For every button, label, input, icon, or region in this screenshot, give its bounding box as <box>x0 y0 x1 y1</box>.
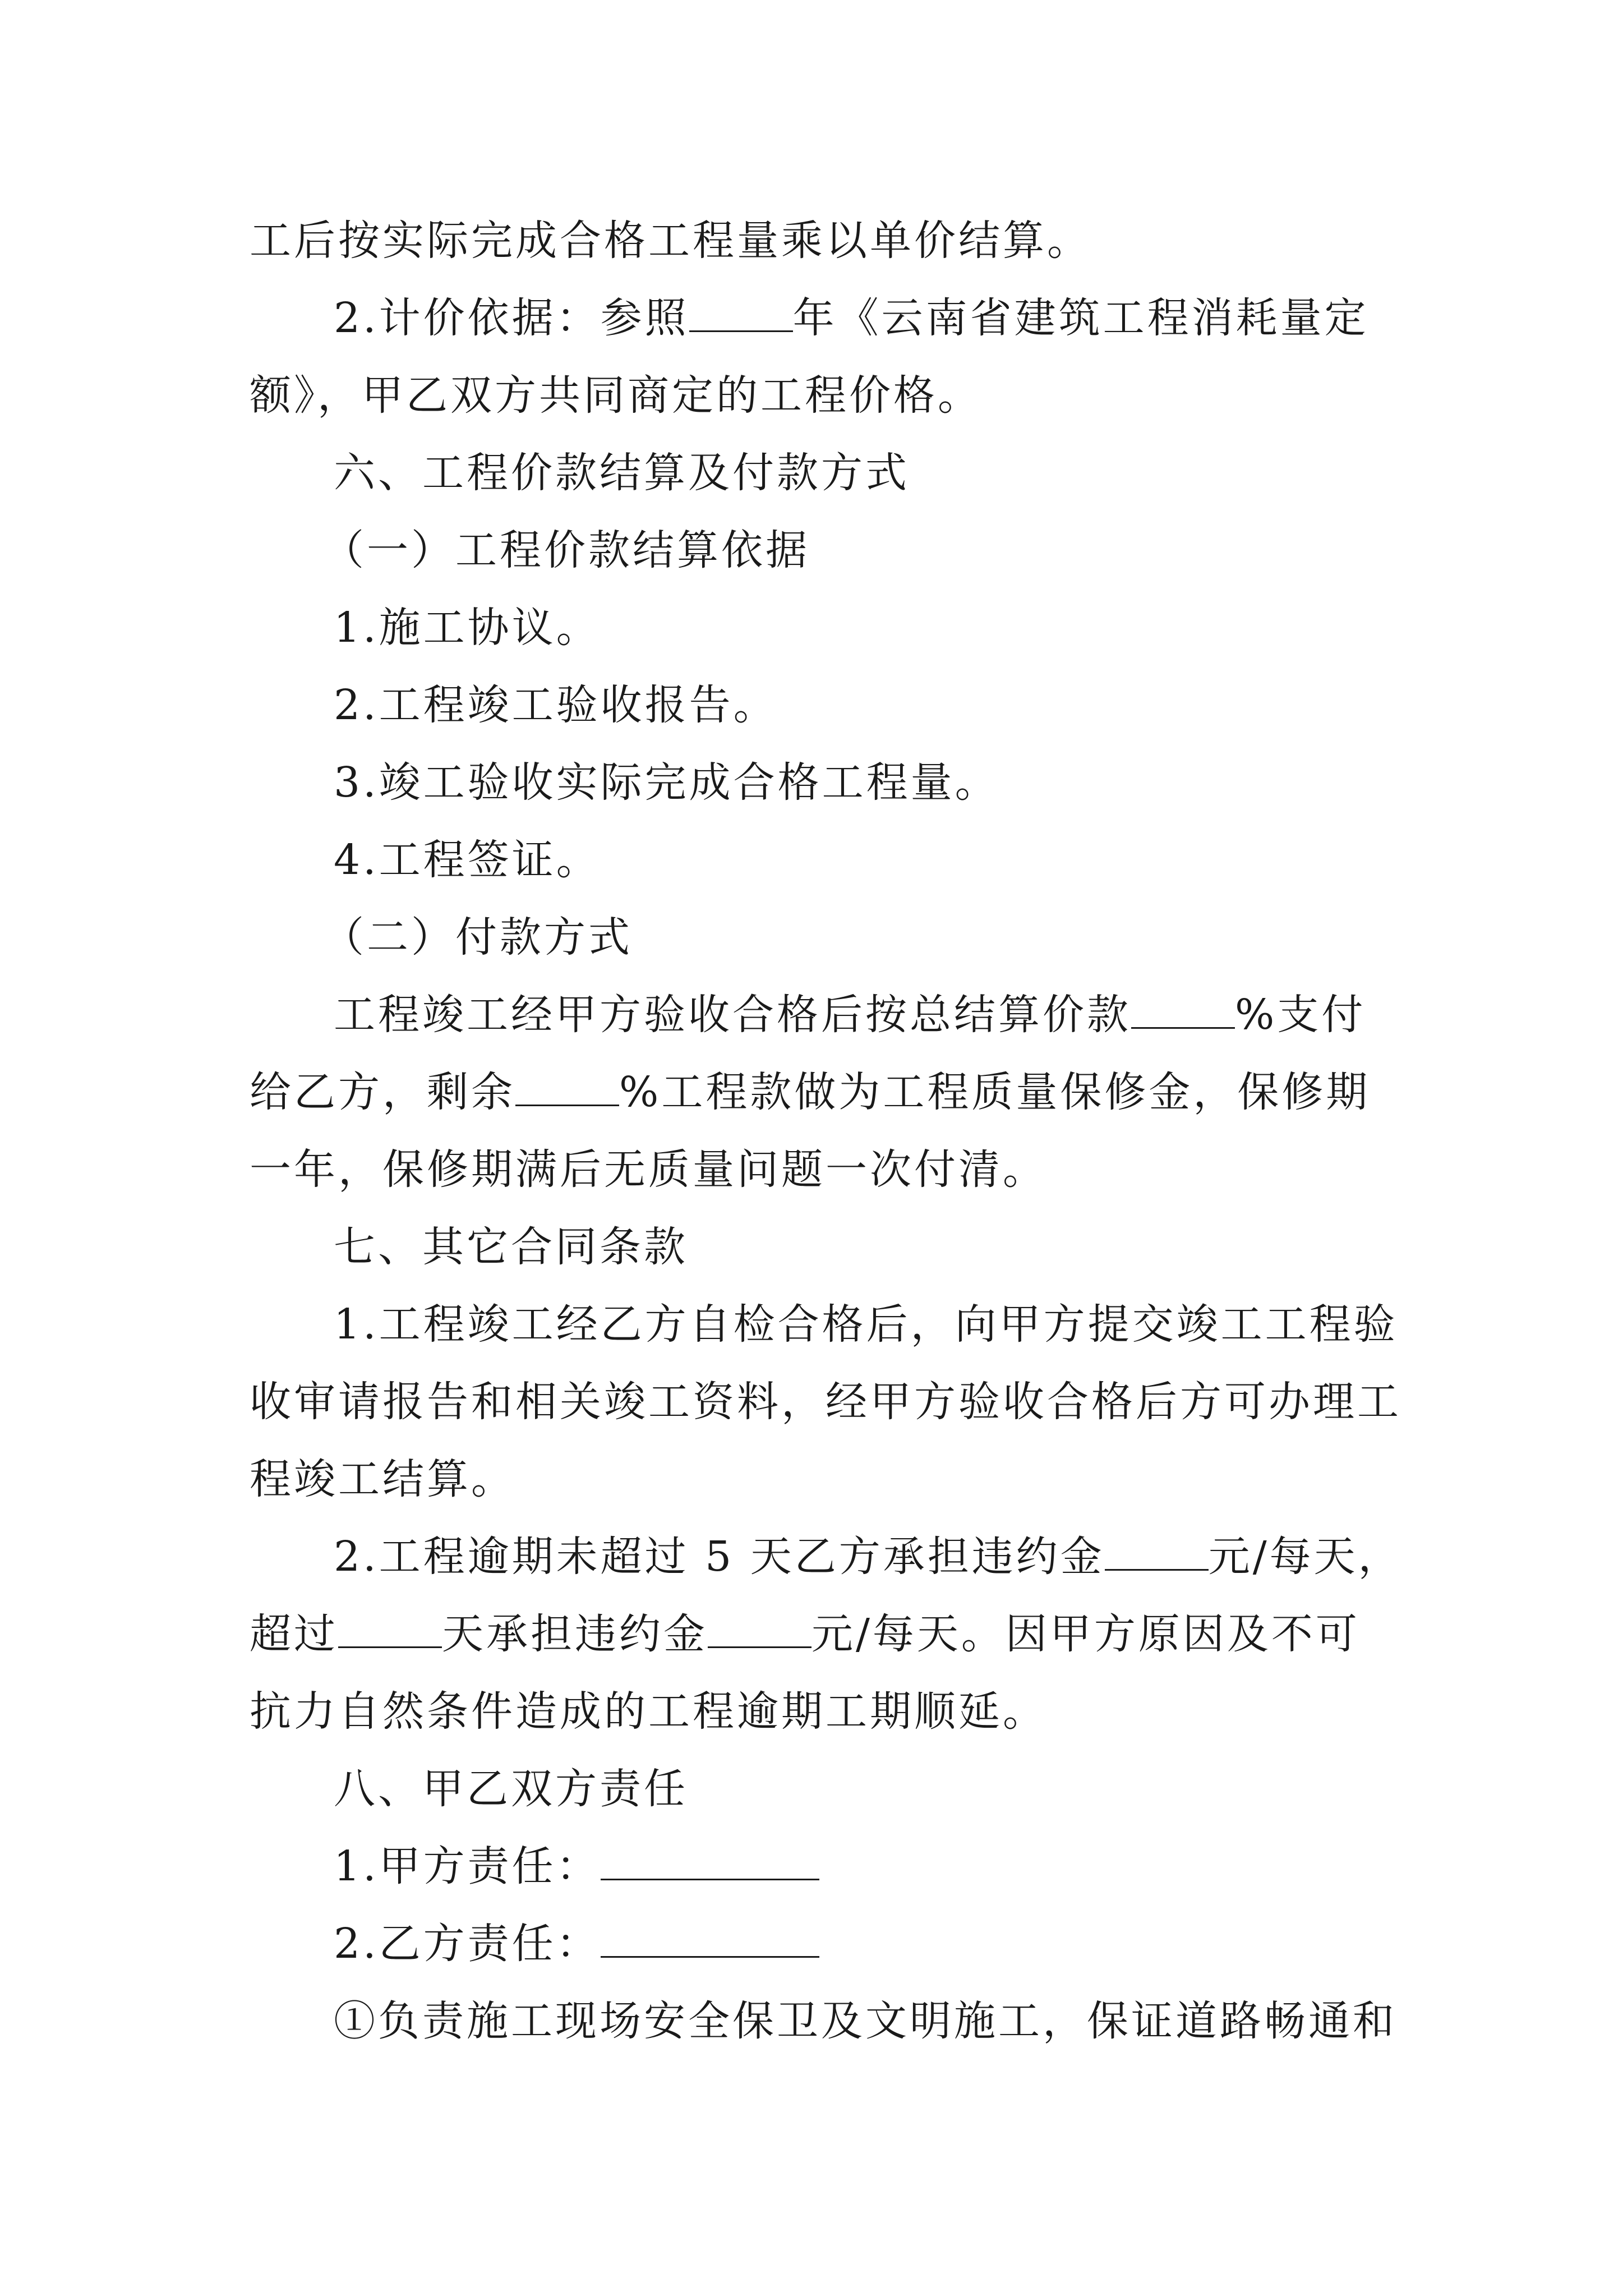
payment-percent-blank[interactable] <box>1131 992 1235 1029</box>
paragraph-line: 额》，甲乙双方共同商定的工程价格。 <box>250 371 982 420</box>
payment-line: 给乙方，剩余 %工程款做为工程质量保修金，保修期 <box>250 1068 1371 1116</box>
clause-line: 1.工程竣工经乙方自检合格后，向甲方提交竣工工程验 <box>334 1300 1398 1349</box>
pricing-basis-line: 2.计价依据：参照 年《云南省建筑工程消耗量定 <box>334 294 1369 342</box>
paragraph-line: 工后按实际完成合格工程量乘以单价结算。 <box>250 217 1091 265</box>
list-item: 3.竣工验收实际完成合格工程量。 <box>334 758 999 807</box>
section-heading-6: 六、工程价款结算及付款方式 <box>334 449 910 497</box>
list-item: 1.施工协议。 <box>334 604 601 652</box>
list-item: 4.工程签证。 <box>334 836 601 884</box>
party-b-duty-line: 2.乙方责任： <box>250 1905 1388 1982</box>
contract-text <box>250 202 1403 2060</box>
days-blank[interactable] <box>338 1612 442 1648</box>
clause-line: ①负责施工现场安全保卫及文明施工，保证道路畅通和 <box>334 1997 1397 2045</box>
retention-percent-blank[interactable] <box>515 1070 619 1106</box>
penalty-line: 超过 天承担违约金 元/每天。因甲方原因及不可 <box>250 1610 1360 1658</box>
section-heading-7: 七、其它合同条款 <box>334 1223 688 1271</box>
paragraph-line: 抗力自然条件造成的工程逾期工期顺延。 <box>250 1687 1047 1736</box>
party-a-duty-line: 1.甲方责任： <box>250 1828 1388 1905</box>
party-a-duty-blank[interactable] <box>601 1844 819 1880</box>
penalty-line: 2.工程逾期未超过 5 天乙方承担违约金 元/每天， <box>334 1533 1403 1581</box>
year-blank[interactable] <box>689 296 793 332</box>
clause-line: 程竣工结算。 <box>250 1455 515 1503</box>
payment-line: 工程竣工经甲方验收合格后按总结算价款 %支付 <box>334 991 1366 1039</box>
subsection-heading-1: （一）工程价款结算依据 <box>322 526 810 574</box>
list-item: 2.工程竣工验收报告。 <box>334 681 778 729</box>
clause-line: 收审请报告和相关竣工资料，经甲方验收合格后方可办理工 <box>250 1378 1401 1426</box>
penalty-amount-blank[interactable] <box>1105 1534 1209 1571</box>
party-b-duty-blank[interactable] <box>601 1921 819 1958</box>
subsection-heading-2: （二）付款方式 <box>322 913 633 961</box>
paragraph-line: 一年，保修期满后无质量问题一次付清。 <box>250 1145 1047 1194</box>
penalty-amount-2-blank[interactable] <box>708 1612 811 1648</box>
section-heading-8: 八、甲乙双方责任 <box>334 1765 688 1813</box>
